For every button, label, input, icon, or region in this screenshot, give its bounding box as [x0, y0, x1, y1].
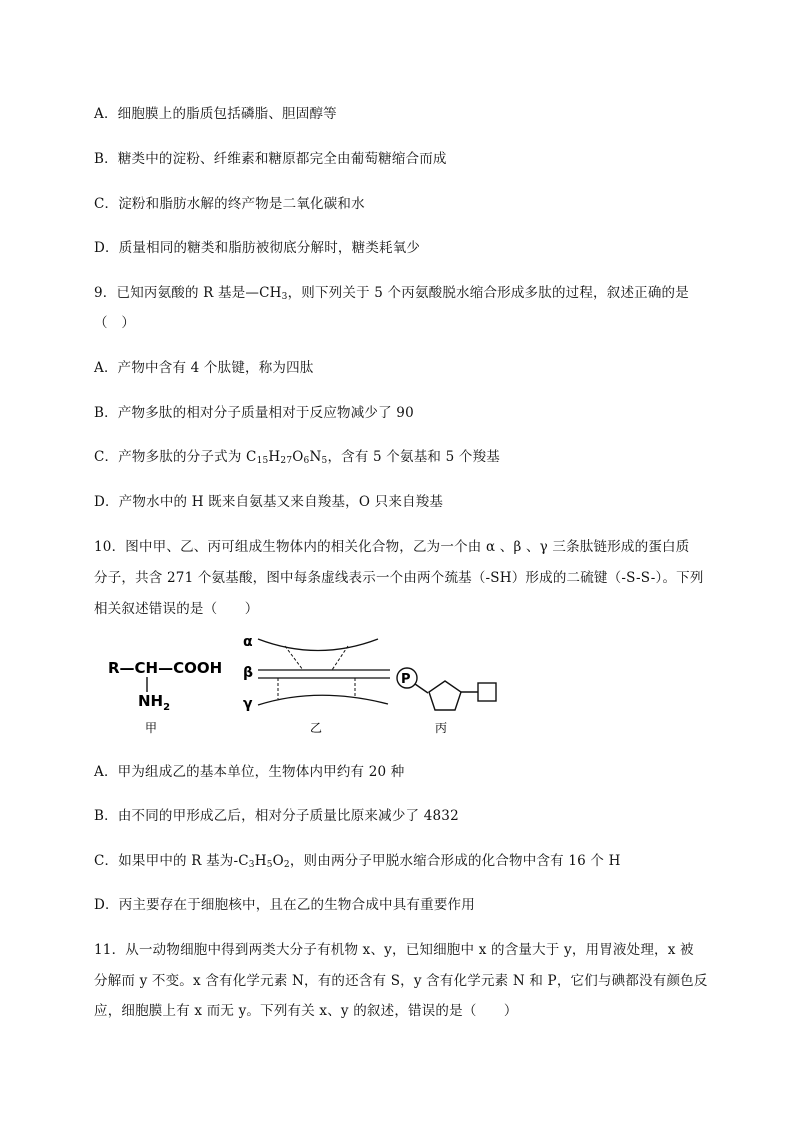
q9-stem: 9．已知丙氨酸的 R 基是$—CH_3$，则下列关于 5 个丙氨酸脱水缩合形成多肽的过程，叙述正确的是: [94, 285, 689, 302]
chain-gamma: [258, 695, 388, 705]
q8-option-a: A．细胞膜上的脂质包括磷脂、胆固醇等: [94, 106, 337, 122]
q10-stem-line1: 10．图中甲、乙、丙可组成生物体内的相关化合物，乙为一个由 α 、β 、γ 三条肽链形成的蛋白质: [94, 539, 690, 555]
q10-option-c: C．如果甲中的 R 基为$-C_3H_5O_2$，则由两分子甲脱水缩合形成的化合物中含有 16 个 H: [94, 853, 621, 870]
q10-option-d: D．丙主要存在于细胞核中，且在乙的生物合成中具有重要作用: [94, 897, 475, 913]
chain-alpha: [258, 639, 378, 651]
q9-option-a: A．产物中含有 4 个肽键，称为四肽: [94, 360, 314, 376]
base-square: [478, 683, 496, 701]
q9-option-d: D．产物水中的 H 既来自氨基又来自羧基，O 只来自羧基: [94, 494, 444, 510]
q9-option-c: C．产物多肽的分子式为 $C_{15}H_{27}O_6N_5$，含有 5 个氨基和 5 个羧基: [94, 449, 500, 466]
q9-stem-bracket: （ ）: [94, 315, 136, 331]
pentose-pentagon: [429, 681, 461, 710]
q11-stem-line3: 应，细胞膜上有 x 而无 y。下列有关 x、y 的叙述，错误的是（ ）: [94, 1003, 518, 1019]
q11-stem-line1: 11．从一动物细胞中得到两类大分子有机物 x、y，已知细胞中 x 的含量大于 y，用胃液处理，x 被: [94, 942, 694, 958]
chain-beta-label: β: [243, 665, 254, 681]
phosphate-label: P: [401, 672, 411, 687]
label-bing: 丙: [435, 721, 448, 735]
q11-stem-line2: 分解而 y 不变。x 含有化学元素 N，有的还含有 S，y 含有化学元素 N 和 P，它们与碘都没有颜色反: [94, 973, 708, 989]
q10-stem-line3: 相关叙述错误的是（ ）: [94, 601, 259, 617]
q10-diagram: [100, 626, 520, 742]
chain-alpha-label: α: [243, 634, 253, 650]
q9-option-b: B．产物多肽的相对分子质量相对于反应物减少了 90: [94, 405, 414, 421]
chain-gamma-label: γ: [243, 696, 253, 712]
jia-formula-top: R—CH—COOH: [108, 659, 223, 677]
label-yi: 乙: [310, 721, 323, 735]
q10-option-b: B．由不同的甲形成乙后，相对分子质量比原来减少了 4832: [94, 808, 459, 824]
q8-option-d: D．质量相同的糖类和脂肪被彻底分解时，糖类耗氧少: [94, 240, 421, 256]
label-jia: 甲: [145, 721, 158, 735]
jia-formula-bottom: $NH_2$: [138, 692, 171, 713]
q10-option-a: A．甲为组成乙的基本单位，生物体内甲约有 20 种: [94, 764, 405, 780]
q8-option-c: C．淀粉和脂肪水解的终产物是二氧化碳和水: [94, 196, 365, 212]
q8-option-b: B．糖类中的淀粉、纤维素和糖原都完全由葡萄糖缩合而成: [94, 151, 447, 167]
phosphate-bond: [415, 684, 428, 693]
q10-stem-line2: 分子，共含 271 个氨基酸，图中每条虚线表示一个由两个巯基（-SH）形成的二硫键（-S-S-）。下列: [94, 570, 704, 586]
q10-figure: [100, 626, 520, 742]
